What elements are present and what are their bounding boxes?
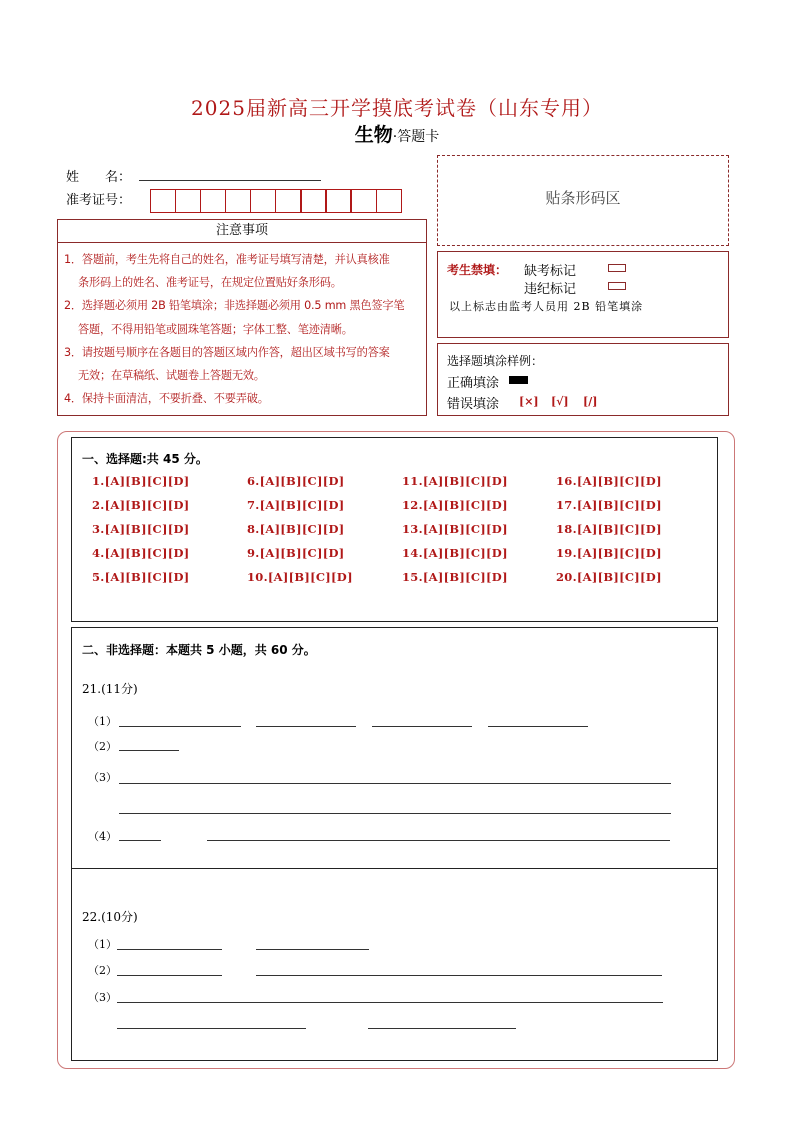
mc-question-5[interactable]: 5.[A][B][C][D] [92,570,190,584]
exam-id-boxes[interactable] [151,189,402,213]
notice-line: 4．保持卡面清洁，不要折叠、不要弄破。 [64,392,269,406]
mc-question-4[interactable]: 4.[A][B][C][D] [92,546,190,560]
subtitle-suffix: ·答题卡 [392,129,440,145]
notice-heading: 注意事项 [57,219,427,243]
q22-part3-blank-line2b[interactable] [368,1028,516,1029]
violation-mark-box[interactable] [608,282,626,290]
mc-title: 一、选择题:共 45 分。 [82,452,208,466]
exam-id-digit-box[interactable] [300,189,326,213]
notice-line: 答题，不得用铅笔或圆珠笔答题；字体工整、笔迹清晰。 [78,322,353,336]
mc-question-3[interactable]: 3.[A][B][C][D] [92,522,190,536]
barcode-area: 贴条形码区 [437,155,729,246]
short-answer-section [71,627,718,1061]
q21-part2-label: （2） [88,740,117,753]
mc-question-16[interactable]: 16.[A][B][C][D] [556,474,662,488]
mc-question-18[interactable]: 18.[A][B][C][D] [556,522,662,536]
exam-id-digit-box[interactable] [325,189,351,213]
mc-question-20[interactable]: 20.[A][B][C][D] [556,570,662,584]
correct-fill-mark [509,376,528,384]
q21-part1-blank-d[interactable] [488,726,588,727]
absent-mark-box[interactable] [608,264,626,272]
exam-id-digit-box[interactable] [200,189,226,213]
q21-part1-blank-b[interactable] [256,726,356,727]
mc-question-12[interactable]: 12.[A][B][C][D] [402,498,508,512]
notice-box [57,242,427,416]
wrong-mark-slash: [/] [583,395,598,408]
q22-part3-blank-line1[interactable] [117,1002,663,1003]
q22-part2-blank-a[interactable] [117,975,222,976]
mc-question-8[interactable]: 8.[A][B][C][D] [247,522,345,536]
forbid-label: 考生禁填： [447,263,508,277]
fill-sample-box [437,343,729,416]
page-title: 2025届新高三开学摸底考试卷（山东专用） [191,96,603,120]
proctor-mark-box [437,251,729,338]
q21-label: 21.(11分) [82,682,138,696]
exam-id-digit-box[interactable] [150,189,176,213]
exam-id-digit-box[interactable] [350,189,376,213]
q21-part1-blank-a[interactable] [119,726,241,727]
exam-id-digit-box[interactable] [275,189,301,213]
wrong-mark-cross: [×] [519,395,539,408]
correct-fill-label: 正确填涂 [447,376,500,391]
subject-name: 生物 [354,124,393,146]
notice-line: 3．请按题号顺序在各题目的答题区域内作答，超出区域书写的答案 [64,345,390,359]
q21-part4-blank-a[interactable] [119,840,161,841]
wrong-fill-label: 错误填涂 [447,397,500,412]
mc-question-11[interactable]: 11.[A][B][C][D] [402,474,508,488]
mc-question-1[interactable]: 1.[A][B][C][D] [92,474,190,488]
q22-part1-blank-b[interactable] [256,949,369,950]
mc-question-9[interactable]: 9.[A][B][C][D] [247,546,345,560]
mc-question-13[interactable]: 13.[A][B][C][D] [402,522,508,536]
q21-part4-blank-b[interactable] [207,840,670,841]
mc-question-15[interactable]: 15.[A][B][C][D] [402,570,508,584]
notice-line: 2．选择题必须用 2B 铅笔填涂；非选择题必须用 0.5 mm 黑色签字笔 [64,299,405,313]
q21-part3-blank-line1[interactable] [119,783,671,784]
q22-part3-label: （3） [88,991,117,1004]
multiple-choice-section [71,437,718,622]
exam-id-digit-box[interactable] [250,189,276,213]
sample-title: 选择题填涂样例： [447,354,544,368]
id-label: 准考证号： [66,193,132,208]
exam-id-digit-box[interactable] [225,189,251,213]
q22-part1-blank-a[interactable] [117,949,222,950]
q22-part2-label: （2） [88,964,117,977]
absent-label: 缺考标记 [524,264,577,279]
subtitle [0,120,794,147]
q22-part2-blank-b[interactable] [256,975,662,976]
mc-question-6[interactable]: 6.[A][B][C][D] [247,474,345,488]
q21-part3-label: （3） [88,771,117,784]
mc-question-19[interactable]: 19.[A][B][C][D] [556,546,662,560]
violation-label: 违纪标记 [524,282,577,297]
question-divider [71,868,718,869]
q22-part3-blank-line2a[interactable] [117,1028,306,1029]
mc-question-14[interactable]: 14.[A][B][C][D] [402,546,508,560]
exam-id-digit-box[interactable] [175,189,201,213]
notice-line: 无效；在草稿纸、试题卷上答题无效。 [78,369,265,383]
q21-part3-blank-line2[interactable] [119,813,671,814]
name-label: 姓 名： [66,170,132,185]
q22-label: 22.(10分) [82,910,138,924]
q21-part1-label: （1） [88,715,117,728]
mc-question-2[interactable]: 2.[A][B][C][D] [92,498,190,512]
notice-line: 条形码上的姓名、准考证号，在规定位置贴好条形码。 [78,276,342,290]
q21-part2-blank[interactable] [119,750,179,751]
mc-question-7[interactable]: 7.[A][B][C][D] [247,498,345,512]
mc-question-17[interactable]: 17.[A][B][C][D] [556,498,662,512]
wrong-mark-check: [√] [551,395,569,408]
exam-id-digit-box[interactable] [376,189,402,213]
sa-title: 二、非选择题：本题共 5 小题，共 60 分。 [82,643,316,657]
name-input-line[interactable] [139,180,321,181]
q22-part1-label: （1） [88,938,117,951]
notice-line: 1．答题前，考生先将自己的姓名，准考证号填写清楚，并认真核准 [64,253,390,266]
q21-part1-blank-c[interactable] [372,726,472,727]
forbid-note: 以上标志由监考人员用 2B 铅笔填涂 [449,300,644,313]
mc-question-10[interactable]: 10.[A][B][C][D] [247,570,353,584]
q21-part4-label: （4） [88,830,117,843]
